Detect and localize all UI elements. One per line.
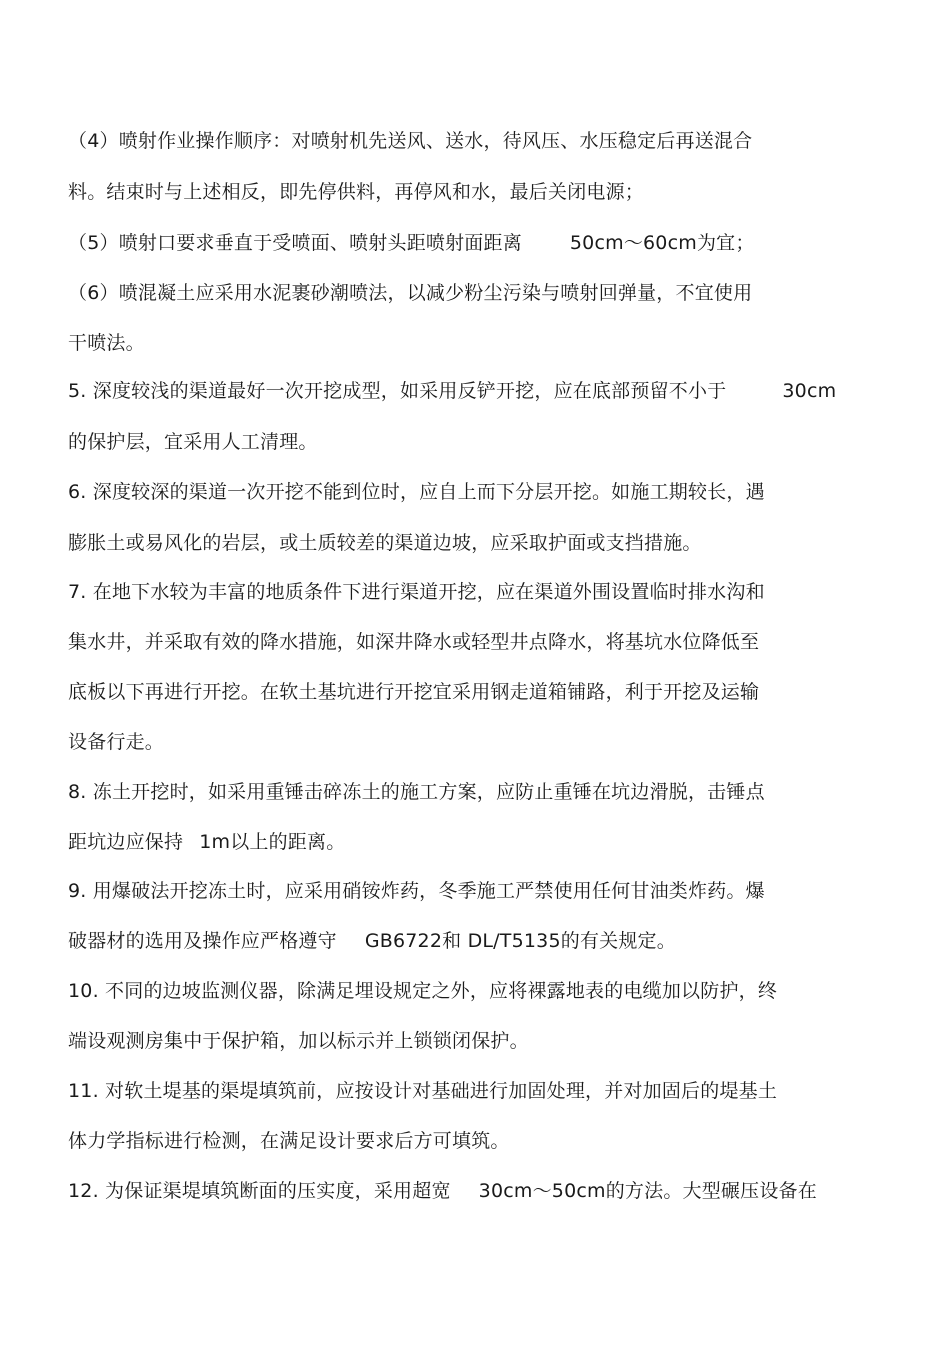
- text-line: [68, 231, 755, 255]
- text-segment: 1m以上的距离。: [199, 831, 346, 853]
- text-line: [68, 1179, 817, 1203]
- text-line: 6. 深度较深的渠道一次开挖不能到位时，应自上而下分层开挖。如施工期较长，遇: [68, 481, 765, 503]
- text-line: 9. 用爆破法开挖冻土时，应采用硝铵炸药，冬季施工严禁使用任何甘油类炸药。爆: [68, 880, 765, 902]
- text-segment: 30cm～50cm的方法。大型碾压设备在: [478, 1180, 817, 1202]
- text-line: 7. 在地下水较为丰富的地质条件下进行渠道开挖，应在渠道外围设置临时排水沟和: [68, 581, 765, 603]
- text-line: （6）喷混凝土应采用水泥裹砂潮喷法，以减少粉尘污染与喷射回弹量，不宜使用: [68, 282, 753, 304]
- text-segment: 30cm: [782, 380, 837, 402]
- text-line: 设备行走。: [68, 731, 165, 753]
- text-segment: 50cm～60cm为宜；: [569, 232, 755, 254]
- text-segment: 5. 深度较浅的渠道最好一次开挖成型，如采用反铲开挖，应在底部预留不小于: [68, 380, 727, 402]
- text-line: [68, 830, 345, 854]
- text-line: 体力学指标进行检测，在满足设计要求后方可填筑。: [68, 1130, 510, 1152]
- text-line: 底板以下再进行开挖。在软土基坑进行开挖宜采用钢走道箱铺路，利于开挖及运输: [68, 681, 760, 703]
- text-line: （4）喷射作业操作顺序：对喷射机先送风、送水，待风压、水压稳定后再送混合: [68, 130, 753, 152]
- text-line: 膨胀土或易风化的岩层，或土质较差的渠道边坡，应采取护面或支挡措施。: [68, 532, 702, 554]
- text-segment: 破器材的选用及操作应严格遵守: [68, 930, 337, 952]
- text-line: [68, 379, 836, 403]
- text-line: [68, 929, 676, 953]
- text-line: 10. 不同的边坡监测仪器，除满足埋设规定之外，应将裸露地表的电缆加以防护，终: [68, 980, 778, 1002]
- text-line: 集水井，并采取有效的降水措施，如深井降水或轻型井点降水，将基坑水位降低至: [68, 631, 760, 653]
- text-line: 的保护层，宜采用人工清理。: [68, 431, 318, 453]
- text-segment: （5）喷射口要求垂直于受喷面、喷射头距喷射面距离: [68, 232, 522, 254]
- text-segment: GB6722和 DL/T5135的有关规定。: [364, 930, 676, 952]
- text-line: 8. 冻土开挖时，如采用重锤击碎冻土的施工方案，应防止重锤在坑边滑脱，击锤点: [68, 781, 765, 803]
- text-line: 11. 对软土堤基的渠堤填筑前，应按设计对基础进行加固处理，并对加固后的堤基土: [68, 1080, 778, 1102]
- text-line: 端设观测房集中于保护箱，加以标示并上锁锁闭保护。: [68, 1030, 529, 1052]
- text-segment: 距坑边应保持: [68, 831, 184, 853]
- text-segment: 12. 为保证渠堤填筑断面的压实度，采用超宽: [68, 1180, 451, 1202]
- text-line: 料。结束时与上述相反，即先停供料，再停风和水，最后关闭电源；: [68, 181, 645, 203]
- text-line: 干喷法。: [68, 332, 145, 354]
